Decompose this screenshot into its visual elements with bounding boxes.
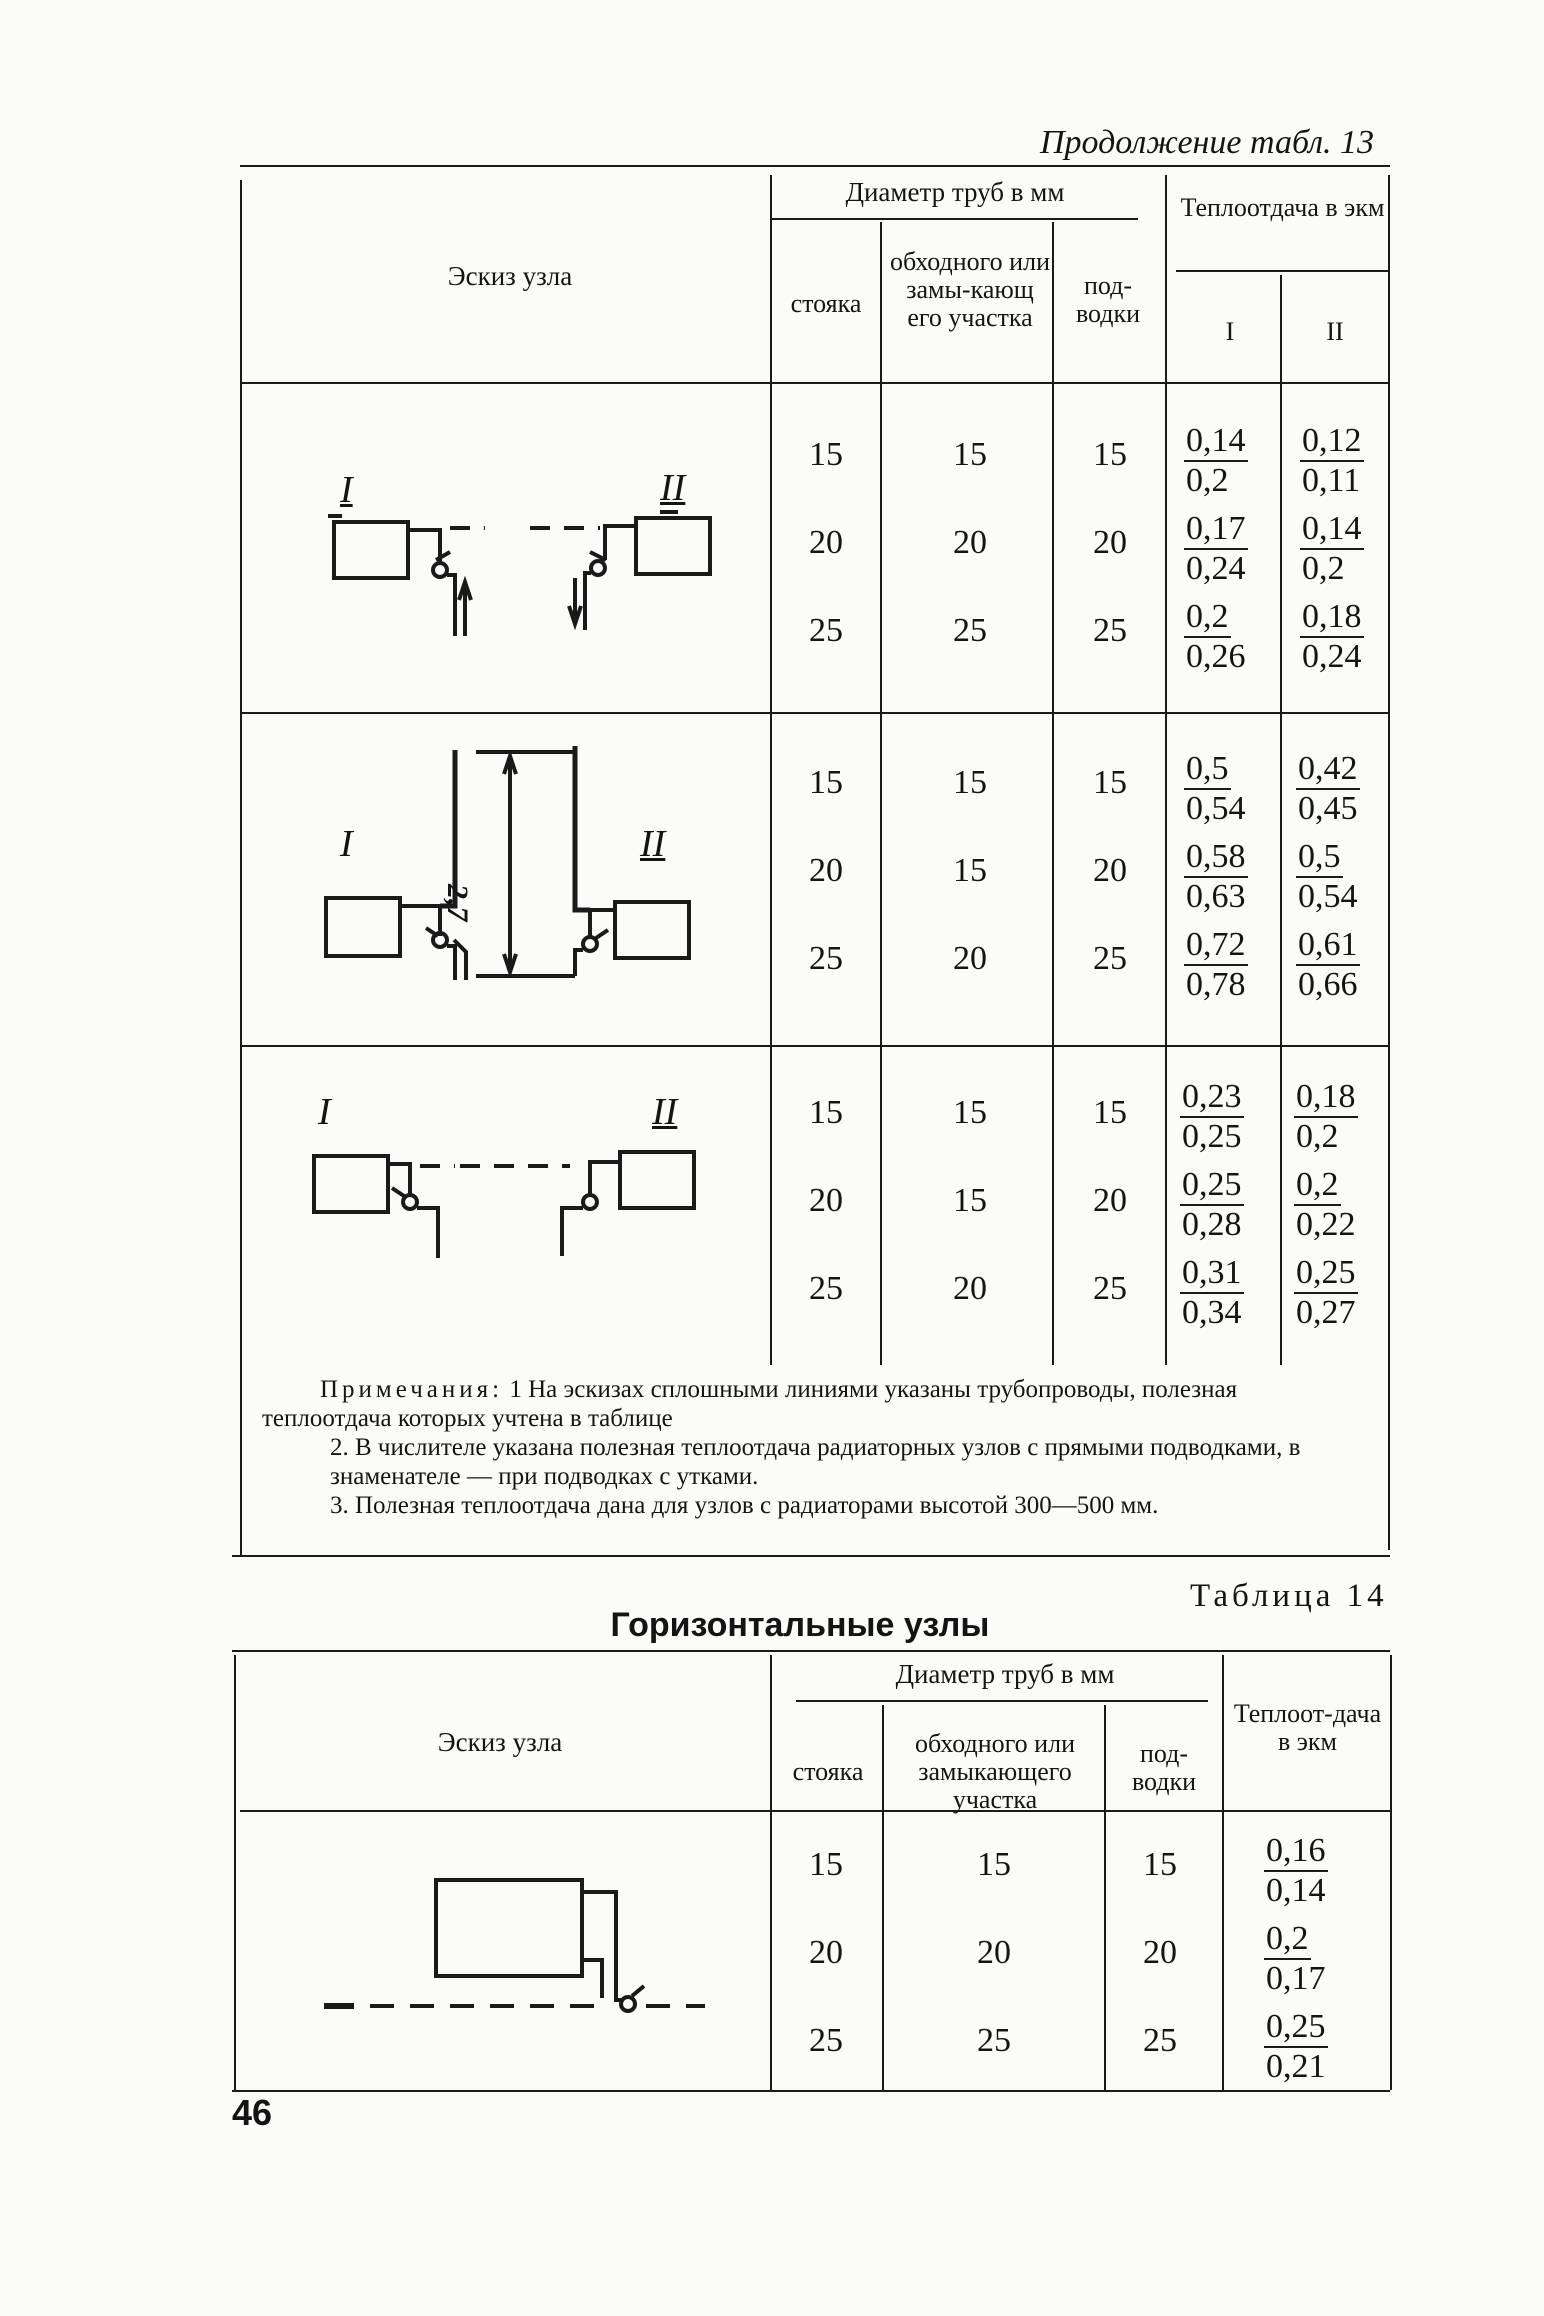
numerator: 0,18 <box>1300 598 1364 638</box>
table13-bottom-rule <box>232 1555 1390 1557</box>
denominator: 0,63 <box>1186 878 1246 915</box>
denominator: 0,26 <box>1186 638 1246 675</box>
t14-riser-2: 20 <box>809 1934 843 1971</box>
denominator: 0,24 <box>1302 638 1362 675</box>
table13-notes <box>262 1375 1372 1520</box>
header-col-I: I <box>1225 317 1235 346</box>
table13-top-rule <box>240 165 1390 167</box>
sketch-1-label-II: II <box>660 467 686 509</box>
numerator: 0,58 <box>1184 838 1248 878</box>
denominator: 0,54 <box>1298 878 1358 915</box>
r3-riser-3: 25 <box>809 1270 843 1307</box>
numerator: 0,14 <box>1300 510 1364 550</box>
numerator: 0,61 <box>1296 926 1360 966</box>
r3-bypass-3: 20 <box>953 1270 987 1307</box>
col-divider-supply <box>1165 175 1167 1365</box>
table-continuation-caption: Продолжение табл. 13 <box>1040 124 1375 161</box>
table14-number: Таблица 14 <box>1190 1578 1388 1614</box>
r3-heat-I-2 <box>1180 1166 1276 1244</box>
diameter-group-rule <box>772 218 1138 220</box>
denominator: 0,22 <box>1296 1206 1356 1243</box>
col-divider-sketch <box>770 175 772 1365</box>
header-col-II: II <box>1326 317 1344 346</box>
t14-riser-1: 15 <box>809 1846 843 1883</box>
denominator: 0,28 <box>1182 1206 1242 1243</box>
col-divider-bypass <box>1052 222 1054 1365</box>
denominator: 0,2 <box>1302 550 1345 587</box>
header-heat: Теплоотдача в экм <box>1180 193 1385 222</box>
sketch-2-label-II: II <box>640 823 666 865</box>
numerator: 0,2 <box>1264 1920 1311 1960</box>
page-number: 46 <box>232 2092 273 2133</box>
numerator: 0,72 <box>1184 926 1248 966</box>
r3-bypass-2: 15 <box>953 1182 987 1219</box>
r1-supply-1: 15 <box>1093 436 1127 473</box>
r2-bypass-1: 15 <box>953 764 987 801</box>
r2-riser-1: 15 <box>809 764 843 801</box>
t14-supply-1: 15 <box>1143 1846 1177 1883</box>
t14-bypass-3: 25 <box>977 2022 1011 2059</box>
t14-col-divider-bypass <box>1104 1705 1106 2090</box>
r1-bypass-3: 25 <box>953 612 987 649</box>
t14-heat-3 <box>1264 2008 1360 2086</box>
sketch-3-label-II: II <box>652 1091 678 1133</box>
denominator: 0,66 <box>1298 966 1358 1003</box>
col-divider-riser <box>880 222 882 1365</box>
r2-supply-1: 15 <box>1093 764 1127 801</box>
t14-header-diameter: Диаметр труб в мм <box>895 1659 1115 1689</box>
r2-bypass-3: 20 <box>953 940 987 977</box>
t14-sketch-schematic <box>310 1850 730 2050</box>
numerator: 0,17 <box>1184 510 1248 550</box>
table13-header-rule <box>240 382 1390 384</box>
r2-heat-I-1 <box>1184 750 1280 828</box>
r2-supply-2: 20 <box>1093 852 1127 889</box>
notes-lead: Примечания: <box>320 1376 504 1403</box>
denominator: 0,24 <box>1186 550 1246 587</box>
denominator: 0,34 <box>1182 1294 1242 1331</box>
denominator: 0,14 <box>1266 1872 1326 1909</box>
table14-left-border <box>234 1655 236 2090</box>
denominator: 0,78 <box>1186 966 1246 1003</box>
r1-riser-2: 20 <box>809 524 843 561</box>
numerator: 0,18 <box>1294 1078 1358 1118</box>
sketch-1-label-I: I <box>340 469 353 511</box>
r2-riser-2: 20 <box>809 852 843 889</box>
r2-heat-II-1 <box>1296 750 1392 828</box>
r1-bypass-2: 20 <box>953 524 987 561</box>
t14-supply-2: 20 <box>1143 1934 1177 1971</box>
numerator: 0,2 <box>1294 1166 1341 1206</box>
t14-riser-3: 25 <box>809 2022 843 2059</box>
note-2: 2. В числителе указана полезная теплоотдача радиаторных узлов с прямыми подводками, в знаменателе — при подводках с утками. <box>330 1434 1301 1490</box>
r1-heat-I-2 <box>1184 510 1280 588</box>
r1-heat-I-3 <box>1184 598 1280 676</box>
t14-col-divider-supply <box>1222 1655 1224 2090</box>
t14-bypass-2: 20 <box>977 1934 1011 1971</box>
r2-heat-I-2 <box>1184 838 1280 916</box>
r1-riser-1: 15 <box>809 436 843 473</box>
header-supply: под-водки <box>1075 271 1141 328</box>
numerator: 0,5 <box>1296 838 1343 878</box>
col-divider-heat-I <box>1280 275 1282 1365</box>
row-separator-1 <box>240 712 1390 714</box>
t14-supply-3: 25 <box>1143 2022 1177 2059</box>
table14-header-rule <box>240 1810 1390 1812</box>
denominator: 0,17 <box>1266 1960 1326 1997</box>
table13-left-border <box>240 180 242 1555</box>
r3-riser-2: 20 <box>809 1182 843 1219</box>
sketch-3-label-I: I <box>318 1091 331 1133</box>
numerator: 0,25 <box>1294 1254 1358 1294</box>
r3-heat-I-3 <box>1180 1254 1276 1332</box>
numerator: 0,23 <box>1180 1078 1244 1118</box>
r2-heat-II-3 <box>1296 926 1392 1004</box>
r2-bypass-2: 15 <box>953 852 987 889</box>
denominator: 0,21 <box>1266 2048 1326 2085</box>
r2-heat-I-3 <box>1184 926 1280 1004</box>
denominator: 0,2 <box>1296 1118 1339 1155</box>
denominator: 0,45 <box>1298 790 1358 827</box>
t14-bypass-1: 15 <box>977 1846 1011 1883</box>
table14-top-rule <box>232 1650 1390 1652</box>
table14-diameter-rule <box>796 1700 1208 1702</box>
header-bypass: обходного или замы-кающ его участка <box>890 247 1050 332</box>
r3-heat-II-3 <box>1294 1254 1390 1332</box>
table14-bottom-rule <box>232 2090 1390 2092</box>
numerator: 0,5 <box>1184 750 1231 790</box>
row-separator-2 <box>240 1045 1390 1047</box>
note-1 <box>262 1375 1372 1433</box>
r1-riser-3: 25 <box>809 612 843 649</box>
r1-heat-II-1 <box>1300 422 1396 500</box>
denominator: 0,27 <box>1296 1294 1356 1331</box>
numerator: 0,2 <box>1184 598 1231 638</box>
r1-supply-3: 25 <box>1093 612 1127 649</box>
numerator: 0,25 <box>1180 1166 1244 1206</box>
r2-riser-3: 25 <box>809 940 843 977</box>
sketch-2-dimension: 2,7 <box>441 884 474 922</box>
header-riser: стояка <box>790 289 862 318</box>
t14-header-riser: стояка <box>792 1757 864 1786</box>
r3-heat-I-1 <box>1180 1078 1276 1156</box>
table14-right-border <box>1390 1655 1392 2090</box>
r3-supply-3: 25 <box>1093 1270 1127 1307</box>
denominator: 0,11 <box>1302 462 1361 499</box>
r3-supply-2: 20 <box>1093 1182 1127 1219</box>
denominator: 0,54 <box>1186 790 1246 827</box>
r1-heat-II-3 <box>1300 598 1396 676</box>
r3-heat-II-1 <box>1294 1078 1390 1156</box>
r1-bypass-1: 15 <box>953 436 987 473</box>
t14-header-heat: Теплоот-дача в экм <box>1233 1699 1382 1756</box>
r3-supply-1: 15 <box>1093 1094 1127 1131</box>
r3-bypass-1: 15 <box>953 1094 987 1131</box>
r3-heat-II-2 <box>1294 1166 1390 1244</box>
r1-supply-2: 20 <box>1093 524 1127 561</box>
sketch-2-schematic <box>300 740 740 1000</box>
r2-heat-II-2 <box>1296 838 1392 916</box>
header-sketch: Эскиз узла <box>447 261 573 291</box>
denominator: 0,25 <box>1182 1118 1242 1155</box>
t14-header-supply: под-водки <box>1131 1739 1197 1796</box>
t14-col-divider-sketch <box>770 1655 772 2090</box>
numerator: 0,31 <box>1180 1254 1244 1294</box>
r2-supply-3: 25 <box>1093 940 1127 977</box>
note-1-text: 1 На эскизах сплошными линиями указаны трубопроводы, полезная теплоотдача которых учтена в таблице <box>262 1376 1238 1432</box>
r1-heat-II-2 <box>1300 510 1396 588</box>
t14-col-divider-riser <box>882 1705 884 2090</box>
t14-header-bypass: обходного или замыкающего участка <box>915 1729 1075 1814</box>
r1-heat-I-1 <box>1184 422 1280 500</box>
numerator: 0,42 <box>1296 750 1360 790</box>
numerator: 0,25 <box>1264 2008 1328 2048</box>
r3-riser-1: 15 <box>809 1094 843 1131</box>
note-3: 3. Полезная теплоотдача дана для узлов с радиаторами высотой 300—500 мм. <box>330 1492 1159 1519</box>
numerator: 0,14 <box>1184 422 1248 462</box>
sketch-2-label-I: I <box>340 823 353 865</box>
t14-heat-1 <box>1264 1832 1360 1910</box>
t14-header-sketch: Эскиз узла <box>437 1727 563 1757</box>
table14-title: Горизонтальные узлы <box>610 1606 990 1644</box>
heat-group-rule <box>1176 270 1390 272</box>
t14-heat-2 <box>1264 1920 1360 1998</box>
numerator: 0,12 <box>1300 422 1364 462</box>
header-diameter: Диаметр труб в мм <box>845 177 1065 207</box>
denominator: 0,2 <box>1186 462 1229 499</box>
numerator: 0,16 <box>1264 1832 1328 1872</box>
